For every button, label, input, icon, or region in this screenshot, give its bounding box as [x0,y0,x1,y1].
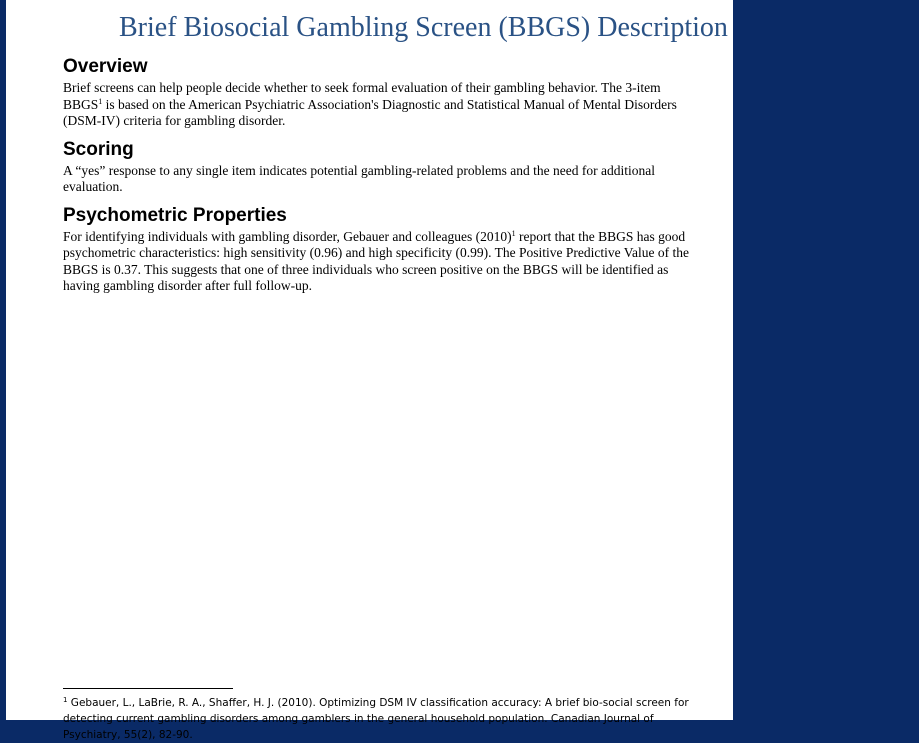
footnote-marker: 1 [63,696,68,704]
page-title: Brief Biosocial Gambling Screen (BBGS) Description [119,12,728,43]
psychometric-paragraph [63,229,701,295]
overview-paragraph [63,80,701,130]
scoring-paragraph: A “yes” response to any single item indicates potential gambling-related problems and the need for additional evaluation. [63,162,655,194]
section-heading-overview: Overview [63,56,148,77]
section-overview [63,54,701,130]
document-body [63,54,701,295]
overview-text-part1: Brief screens can help people decide whether to seek formal evaluation of their gambling behavior. The 3-item BBGS [63,80,661,112]
footnote-text: Gebauer, L., LaBrie, R. A., Shaffer, H. J. (2010). Optimizing DSM IV classification accuracy: A brief bio-social screen for detecting current gambling disorders among gamblers in the general household population. Canadian Journal of Psychiatry, 55(2), 82-90. [63,697,689,741]
document-page [6,0,733,741]
footnote [63,695,703,743]
footnote-ref: 1 [98,96,103,106]
psychometric-text-part2: report that the BBGS has good psychometric characteristics: high sensitivity (0.96) and high specificity (0.99). The Positive Predictive Value of the BBGS is 0.37. This suggests that one of three individuals who screen positive on the BBGS will be identified as having gambling disorder after full follow-up. [63,228,689,293]
footnote-ref: 1 [511,228,516,238]
overview-text-part2: is based on the American Psychiatric Association's Diagnostic and Statistical Manual of Mental Disorders (DSM-IV) criteria for gambling disorder. [63,96,677,128]
section-scoring [63,137,701,196]
footnote-divider [63,688,233,689]
section-psychometric-properties [63,203,701,295]
section-heading-scoring: Scoring [63,138,134,160]
section-heading-psychometric-properties: Psychometric Properties [63,204,287,226]
psychometric-text-part1: For identifying individuals with gambling disorder, Gebauer and colleagues (2010) [63,228,512,244]
